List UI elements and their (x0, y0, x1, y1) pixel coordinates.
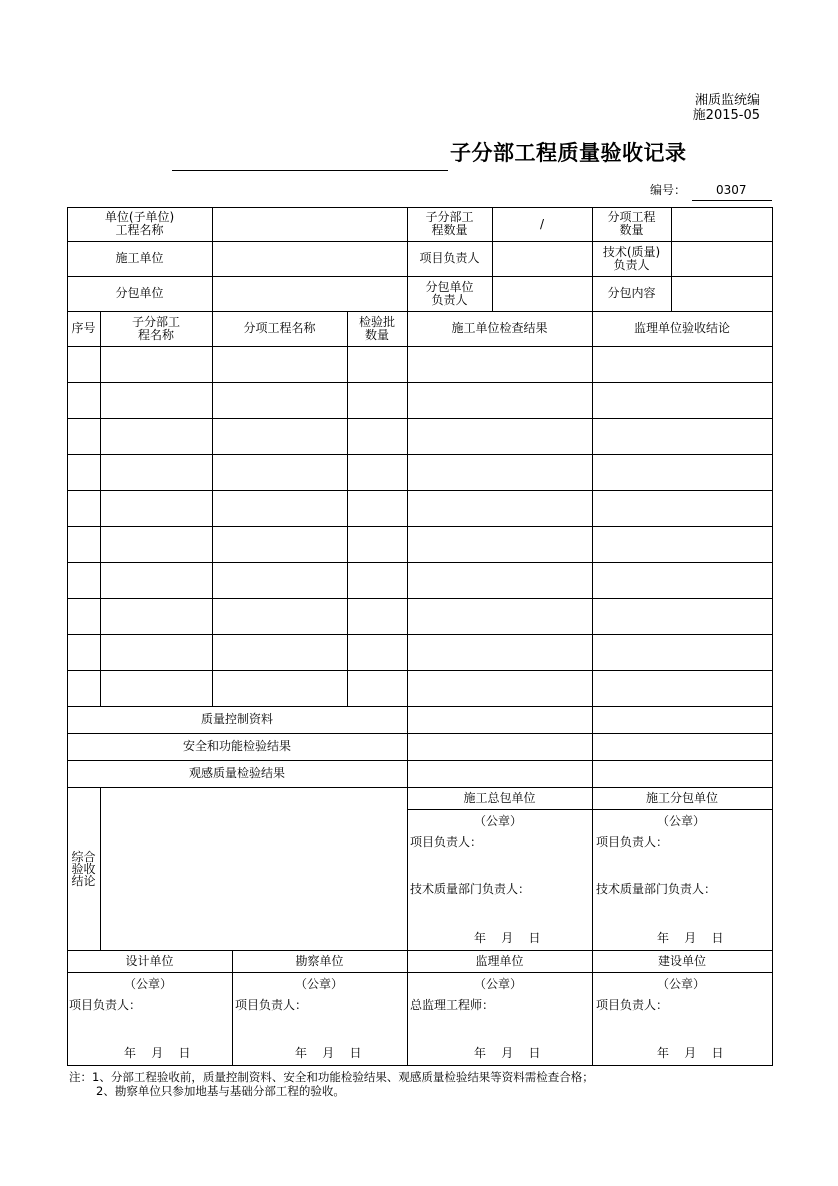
appearance-results-contractor-field[interactable] (408, 761, 592, 787)
item-count-label: 分项工程 数量 (607, 210, 656, 237)
survey-unit-project-leader: 项目负责人： (235, 998, 308, 1012)
appearance-results-label: 观感质量检验结果 (188, 766, 285, 780)
code-label: 编号： (650, 183, 687, 197)
col-header-sub-name: 子分部工 程名称 (131, 314, 180, 342)
table-row[interactable] (68, 455, 772, 490)
design-unit-seal: （公章） (124, 977, 173, 991)
table-row[interactable] (68, 563, 772, 598)
supervision-unit-header: 监理单位 (475, 953, 524, 968)
sub-count-value[interactable]: / (539, 216, 545, 231)
col-header-contractor-result: 施工单位检查结果 (451, 321, 548, 335)
general-contractor-seal: （公章） (474, 814, 523, 828)
owner-unit-project-leader: 项目负责人： (596, 998, 669, 1012)
col-header-supervisor-result: 监理单位验收结论 (633, 321, 730, 335)
subcontractor-label: 分包单位 (115, 286, 164, 300)
survey-unit-header: 勘察单位 (295, 953, 344, 968)
safety-results-supervisor-field[interactable] (593, 734, 772, 760)
unit-name-field[interactable] (213, 207, 407, 241)
org-code-line2: 施2015-05 (692, 108, 760, 123)
owner-unit-seal: （公章） (657, 977, 706, 991)
note-line-1: 注：1、分部工程验收前，质量控制资料、安全和功能检验结果、观感质量检验结果等资料需检查合格； (69, 1070, 594, 1084)
sub-content-label: 分包内容 (607, 286, 656, 300)
code-underline (692, 200, 772, 201)
code-value: 0307 (716, 183, 747, 197)
tech-leader-field[interactable] (672, 241, 772, 276)
title-prefix-underline (172, 170, 448, 171)
sub-contractor-seal: （公章） (657, 814, 706, 828)
sub-contractor-header: 施工分包单位 (645, 790, 718, 805)
sub-content-field[interactable] (672, 276, 772, 311)
general-contractor-header: 施工总包单位 (463, 790, 536, 805)
sub-leader-field[interactable] (492, 276, 592, 311)
col-header-batch-count: 检验批 数量 (358, 314, 395, 342)
conclusion-label: 综合 验收 结论 (71, 849, 96, 888)
table-row[interactable] (68, 635, 772, 670)
owner-unit-date: 年 月 日 (657, 1046, 724, 1060)
quality-data-contractor-field[interactable] (408, 707, 592, 733)
design-unit-date: 年 月 日 (124, 1046, 191, 1060)
table-row[interactable] (68, 347, 772, 382)
supervision-unit-seal: （公章） (474, 977, 523, 991)
org-code-line1: 湘质监统编 (694, 93, 760, 108)
sub-count-label: 子分部工 程数量 (425, 210, 474, 237)
project-leader-field[interactable] (492, 241, 592, 276)
quality-data-label: 质量控制资料 (200, 712, 273, 726)
table-row[interactable] (68, 671, 772, 706)
conclusion-field[interactable] (101, 788, 407, 950)
design-unit-header: 设计单位 (125, 953, 174, 968)
sub-leader-label: 分包单位 负责人 (425, 279, 474, 307)
note-line-2: 2、勘察单位只参加地基与基础分部工程的验收。 (96, 1084, 345, 1098)
sub-contractor-tech-leader: 技术质量部门负责人： (596, 882, 717, 896)
general-contractor-tech-leader: 技术质量部门负责人： (410, 882, 531, 896)
general-contractor-project-leader: 项目负责人： (410, 835, 483, 849)
supervision-unit-chief: 总监理工程师： (410, 998, 495, 1012)
subcontractor-field[interactable] (213, 276, 407, 311)
safety-results-contractor-field[interactable] (408, 734, 592, 760)
col-header-seq: 序号 (71, 321, 96, 335)
survey-unit-date: 年 月 日 (295, 1046, 362, 1060)
col-header-item-name: 分项工程名称 (243, 321, 316, 335)
tech-leader-label: 技术(质量) 负责人 (602, 244, 661, 272)
supervision-unit-date: 年 月 日 (474, 1046, 541, 1060)
contractor-field[interactable] (213, 241, 407, 276)
survey-unit-seal: （公章） (295, 977, 344, 991)
contractor-label: 施工单位 (115, 251, 164, 265)
item-count-field[interactable] (672, 207, 772, 241)
quality-data-supervisor-field[interactable] (593, 707, 772, 733)
table-row[interactable] (68, 383, 772, 418)
appearance-results-supervisor-field[interactable] (593, 761, 772, 787)
sub-contractor-project-leader: 项目负责人： (596, 835, 669, 849)
project-leader-label: 项目负责人 (419, 251, 480, 265)
general-contractor-date: 年 月 日 (474, 931, 541, 945)
safety-results-label: 安全和功能检验结果 (182, 739, 291, 753)
table-row[interactable] (68, 491, 772, 526)
unit-name-label: 单位(子单位) 工程名称 (104, 210, 175, 237)
table-row[interactable] (68, 599, 772, 634)
table-row[interactable] (68, 419, 772, 454)
design-unit-project-leader: 项目负责人： (69, 998, 142, 1012)
page-title: 子分部工程质量验收记录 (450, 141, 687, 165)
table-row[interactable] (68, 527, 772, 562)
owner-unit-header: 建设单位 (657, 953, 706, 968)
sub-contractor-date: 年 月 日 (657, 931, 724, 945)
